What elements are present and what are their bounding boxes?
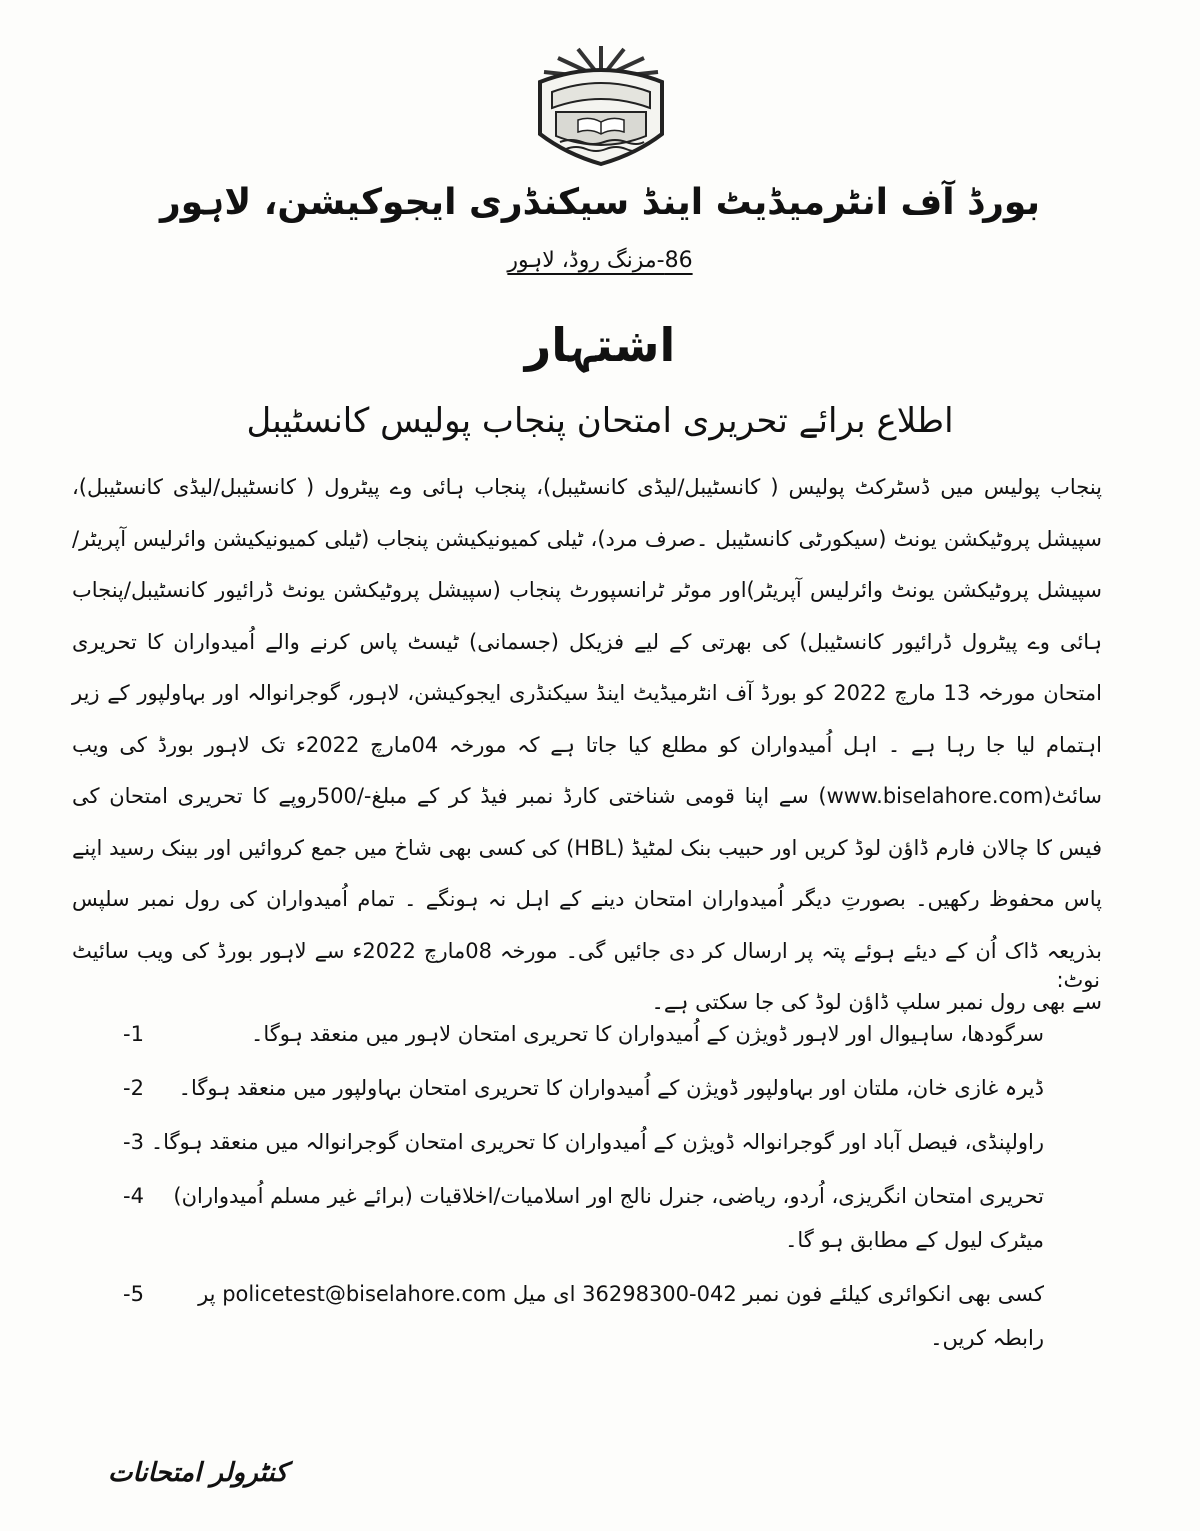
note-number: -4 [123, 1184, 144, 1208]
notice-body: پنجاب پولیس میں ڈسٹرکٹ پولیس ( کانسٹیبل/لیڈی کانسٹیبل)، پنجاب ہائی وے پیٹرول ( کانسٹیبل/لیڈی کانسٹیبل)، سپیشل پروٹیکشن یونٹ (سیکورٹی کانسٹیبل ۔صرف مرد)، ٹیلی کمیونیکیشن پنجاب (ٹیلی کمیونیکیشن وائرلیس آپریٹر/ سپیشل پروٹیکشن یونٹ وائرلیس آپریٹر)اور موٹر ٹرانسپورٹ پنجاب (سپیشل پروٹیکشن یونٹ ڈرائیور کانسٹیبل/پنجاب ہائی وے پیٹرول ڈرائیور کانسٹیبل) کی بھرتی کے لیے فزیکل (جسمانی) ٹیسٹ پاس کرنے والے اُمیدواران کا تحریری امتحان مورخہ 13 مارچ 2022 کو بورڈ آف انٹرمیڈیٹ اینڈ سیکنڈری ایجوکیشن، لاہور، گوجرانوالہ اور بہاولپور کے زیر اہتمام لیا جا رہا ہے ۔ اہل اُمیدواران کو مطلع کیا جاتا ہے کہ مورخہ 04مارچ 2022ء تک لاہور بورڈ کی ویب سائٹ(www.biselahore.com) سے اپنا قومی شناختی کارڈ نمبر فیڈ کر کے مبلغ-/500روپے کا تحریری امتحان کی فیس کا چالان فارم ڈاؤن لوڈ کریں اور حبیب بنک لمٹیڈ (HBL) کی کسی بھی شاخ میں جمع کروائیں اور بینک رسید اپنے پاس محفوظ رکھیں۔ بصورتِ دیگر اُمیدواران امتحان دینے کے اہل نہ ہونگے ۔ تمام اُمیدواران کی رول نمبر سلپس بذریعہ ڈاک اُن کے دیئے ہوئے پتہ پر ارسال کر دی جائیں گی۔ مورخہ 08مارچ 2022ء سے لاہور بورڈ کی ویب سائیٹ سے بھی رول نمبر سلپ ڈاؤن لوڈ کی جا سکتی ہے۔ [72, 475, 1102, 1014]
note-text: تحریری امتحان انگریزی، اُردو، ریاضی، جنرل نالج اور اسلامیات/اخلاقیات (برائے غیر مسلم اُمیدواران) میٹرک لیول کے مطابق ہو گا۔ [173, 1184, 1044, 1252]
note-number: -1 [123, 1022, 144, 1046]
note-text: راولپنڈی، فیصل آباد اور گوجرانوالہ ڈویژن کے اُمیدواران کا تحریری امتحان گوجرانوالہ میں منعقد ہوگا۔ [150, 1130, 1044, 1154]
note-item [80, 1174, 1102, 1262]
notice-subject: اطلاع برائے تحریری امتحان پنجاب پولیس کانسٹیبل [246, 401, 954, 441]
note-number: -2 [123, 1076, 144, 1100]
board-emblem-seal-icon [526, 38, 676, 168]
note-item [80, 1120, 1102, 1164]
note-text: ڈیرہ غازی خان، ملتان اور بہاولپور ڈویژن کے اُمیدواران کا تحریری امتحان بہاولپور میں منعقد ہوگا۔ [178, 1076, 1044, 1100]
signature-controller-examinations: کنٹرولر امتحانات [108, 1458, 288, 1488]
note-label: نوٹ: [1056, 968, 1100, 992]
board-title: بورڈ آف انٹرمیڈیٹ اینڈ سیکنڈری ایجوکیشن، لاہور [159, 182, 1041, 223]
notes-list [80, 1012, 1102, 1370]
address-text: 86-مزنگ روڈ، لاہور [507, 248, 693, 273]
note-item [80, 1012, 1102, 1056]
note-text: کسی بھی انکوائری کیلئے فون نمبر 042-36298300 ای میل policetest@biselahore.com پر رابطہ کریں۔ [198, 1282, 1044, 1350]
note-item [80, 1272, 1102, 1360]
advertisement-heading: اشتہار [524, 318, 676, 372]
note-number: -3 [123, 1130, 144, 1154]
board-address [0, 248, 1200, 273]
note-text: سرگودھا، ساہیوال اور لاہور ڈویژن کے اُمیدواران کا تحریری امتحان لاہور میں منعقد ہوگا۔ [251, 1022, 1044, 1046]
note-number: -5 [123, 1282, 144, 1306]
note-item [80, 1066, 1102, 1110]
